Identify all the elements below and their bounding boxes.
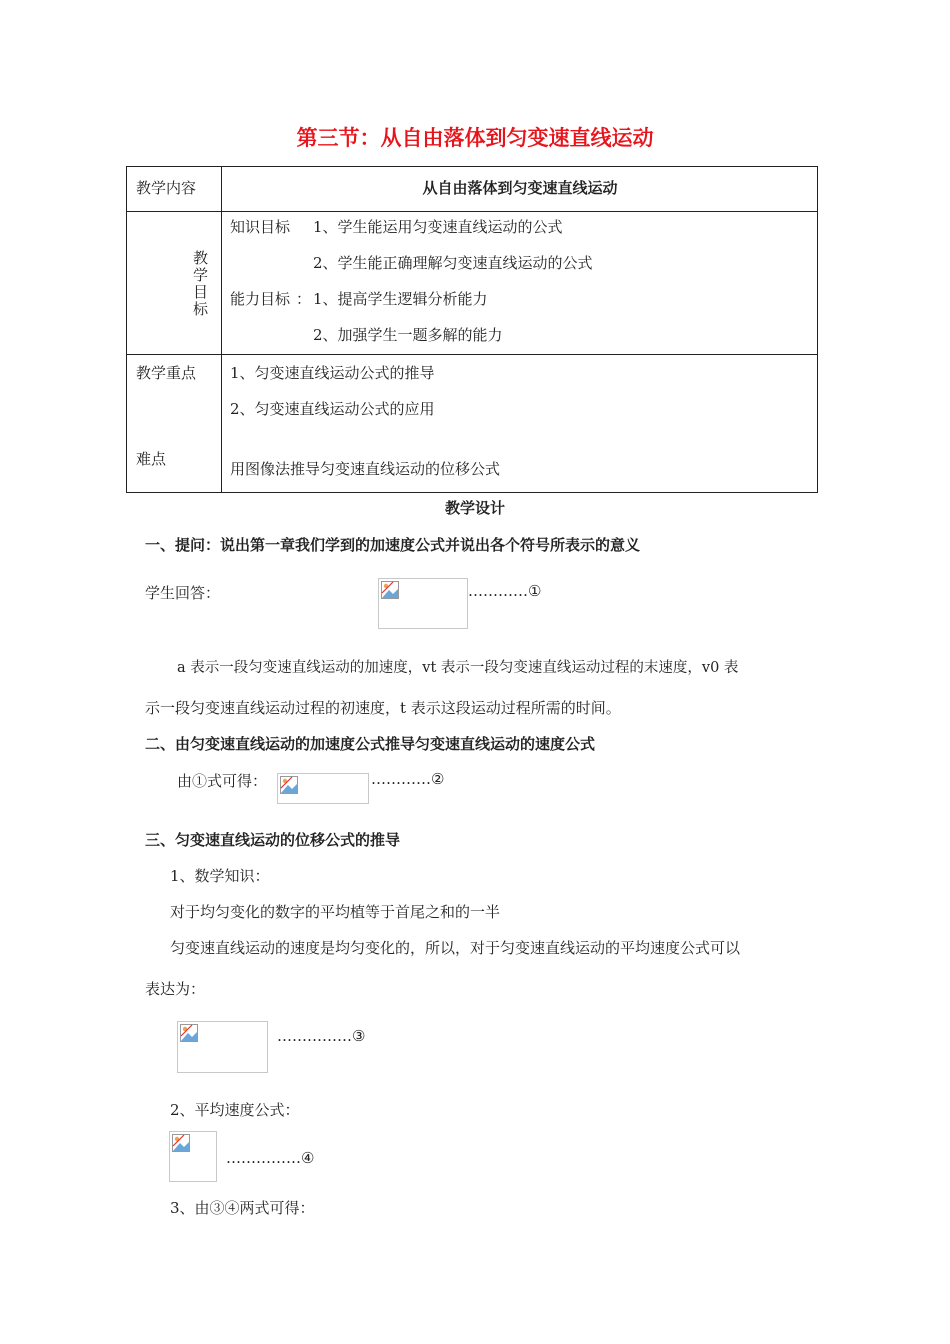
key-point-item: 2、匀变速直线运动公式的应用 bbox=[230, 400, 435, 418]
broken-image-icon bbox=[280, 776, 298, 794]
ability-goal-colon: ： bbox=[296, 290, 312, 308]
page-title: 第三节：从自由落体到匀变速直线运动 bbox=[296, 126, 654, 150]
table-rule bbox=[126, 166, 818, 167]
equation-marker-1: …………① bbox=[468, 582, 542, 600]
section1-heading: 一、提问：说出第一章我们学到的加速度公式并说出各个符号所表示的意义 bbox=[145, 536, 641, 554]
equation-image-1 bbox=[378, 578, 468, 629]
section2-heading: 二、由匀变速直线运动的加速度公式推导匀变速直线运动的速度公式 bbox=[145, 735, 596, 753]
symbol-explanation-line: a 表示一段匀变速直线运动的加速度，vt 表示一段匀变速直线运动过程的末速度，v0 表 bbox=[177, 660, 739, 676]
table-rule bbox=[126, 211, 818, 212]
broken-image-icon bbox=[180, 1024, 198, 1042]
student-answer-label: 学生回答： bbox=[145, 584, 221, 602]
combine-equations-item: 3、由③④两式可得： bbox=[170, 1199, 315, 1217]
average-velocity-formula-item: 2、平均速度公式： bbox=[170, 1101, 300, 1119]
equation-image-2 bbox=[277, 773, 369, 804]
ability-goal-item: 2、加强学生一题多解的能力 bbox=[313, 326, 503, 344]
average-velocity-line: 匀变速直线运动的速度是均匀变化的，所以，对于匀变速直线运动的平均速度公式可以 bbox=[170, 939, 741, 957]
ability-goal-item: 1、提高学生逻辑分析能力 bbox=[313, 290, 488, 308]
table-rule bbox=[126, 166, 127, 493]
ability-goal-label: 能力目标 bbox=[230, 290, 291, 308]
equation-marker-4: ……………④ bbox=[226, 1149, 315, 1167]
broken-image-icon bbox=[381, 581, 399, 599]
knowledge-goal-label: 知识目标 bbox=[230, 218, 291, 236]
broken-image-icon bbox=[172, 1134, 190, 1152]
section3-heading: 三、匀变速直线运动的位移公式的推导 bbox=[145, 831, 401, 849]
row-label-difficulty: 难点 bbox=[136, 450, 167, 468]
difficulty-item: 用图像法推导匀变速直线运动的位移公式 bbox=[230, 460, 501, 478]
derivation-lead: 由①式可得： bbox=[177, 772, 268, 790]
row-label-key-points: 教学重点 bbox=[136, 364, 197, 382]
table-rule bbox=[126, 354, 818, 355]
equation-image-4 bbox=[169, 1131, 217, 1182]
key-point-item: 1、匀变速直线运动公式的推导 bbox=[230, 364, 435, 382]
row-value-content: 从自由落体到匀变速直线运动 bbox=[422, 179, 618, 197]
math-knowledge-item: 1、数学知识： bbox=[170, 867, 270, 885]
table-rule bbox=[817, 166, 818, 493]
table-rule bbox=[126, 492, 818, 493]
average-velocity-line: 表达为： bbox=[145, 980, 206, 998]
design-heading: 教学设计 bbox=[444, 499, 505, 517]
row-label-goals: 教 学 目 标 bbox=[193, 249, 209, 318]
average-rule-line: 对于均匀变化的数字的平均植等于首尾之和的一半 bbox=[170, 903, 501, 921]
knowledge-goal-item: 2、学生能正确理解匀变速直线运动的公式 bbox=[313, 254, 593, 272]
row-label-content: 教学内容 bbox=[136, 179, 197, 197]
equation-marker-3: ……………③ bbox=[277, 1027, 366, 1045]
equation-image-3 bbox=[177, 1021, 268, 1073]
table-rule bbox=[221, 166, 222, 493]
knowledge-goal-item: 1、学生能运用匀变速直线运动的公式 bbox=[313, 218, 563, 236]
equation-marker-2: …………② bbox=[371, 770, 445, 788]
symbol-explanation-line: 示一段匀变速直线运动过程的初速度，t 表示这段运动过程所需的时间。 bbox=[145, 699, 621, 717]
